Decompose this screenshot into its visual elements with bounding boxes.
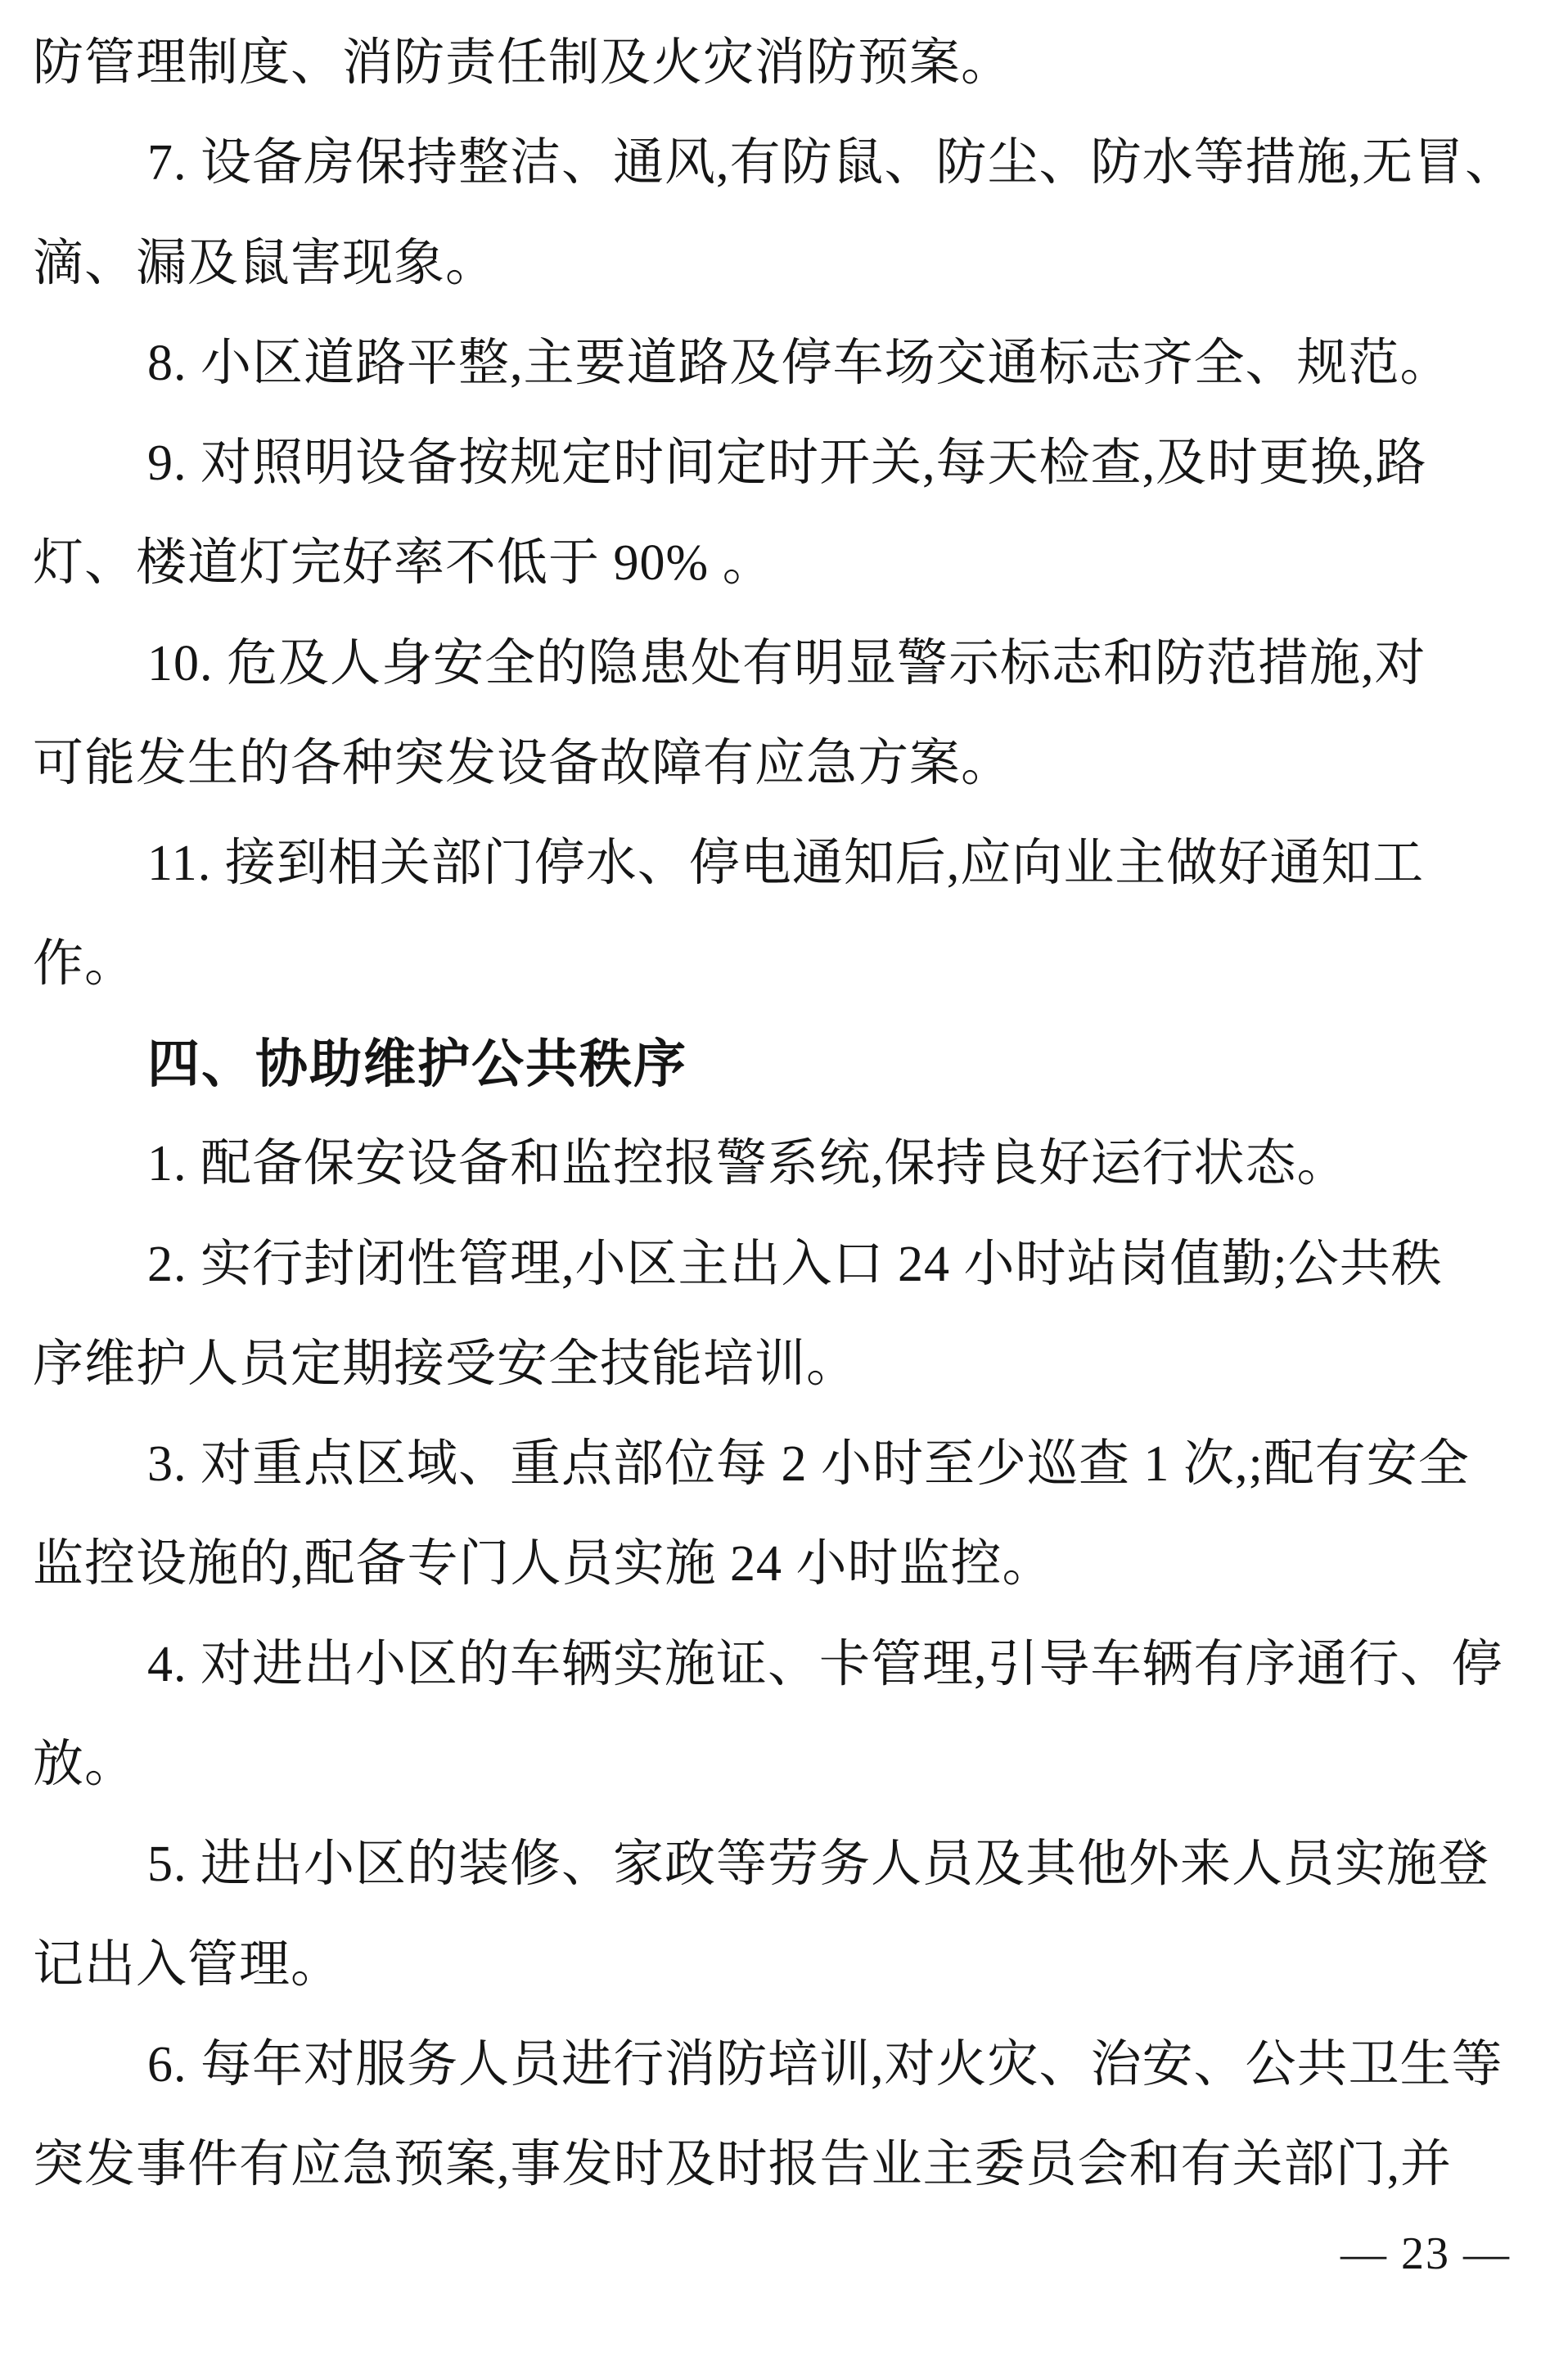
section-4-heading: 四、协助维护公共秩序 — [147, 1034, 687, 1093]
list-item-5: 5. 进出小区的装修、家政等劳务人员及其他外来人员实施登 — [147, 1836, 1490, 1893]
text-line-8: 可能发生的各种突发设备故障有应急方案。 — [33, 736, 1013, 792]
list-item-4: 4. 对进出小区的车辆实施证、卡管理,引导车辆有序通行、停 — [147, 1636, 1503, 1692]
list-item-1: 1. 配备保安设备和监控报警系统,保持良好运行状态。 — [147, 1136, 1349, 1192]
list-item-6: 6. 每年对服务人员进行消防培训,对火灾、治安、公共卫生等 — [147, 2036, 1503, 2093]
text-column — [33, 13, 1535, 2215]
page-number: — 23 — — [1340, 2228, 1511, 2279]
text-line-20: 记出入管理。 — [33, 1936, 343, 1993]
list-item-10: 10. 危及人身安全的隐患处有明显警示标志和防范措施,对 — [147, 635, 1426, 692]
text-line-22: 突发事件有应急预案,事发时及时报告业主委员会和有关部门,并 — [33, 2137, 1453, 2193]
text-line-18: 放。 — [33, 1737, 137, 1793]
text-line-14: 序维护人员定期接受安全技能培训。 — [33, 1336, 858, 1392]
list-item-8: 8. 小区道路平整,主要道路及停车场交通标志齐全、规范。 — [147, 335, 1452, 391]
text-line-6: 灯、楼道灯完好率不低于 90% 。 — [33, 535, 774, 592]
text-line-3: 滴、漏及鼠害现象。 — [33, 235, 498, 291]
list-item-3: 3. 对重点区域、重点部位每 2 小时至少巡查 1 次,;配有安全 — [147, 1436, 1470, 1493]
text-line-16: 监控设施的,配备专门人员实施 24 小时监控。 — [33, 1536, 1054, 1593]
text-line-1: 防管理制度、消防责任制及火灾消防预案。 — [33, 35, 1013, 91]
list-item-9: 9. 对照明设备按规定时间定时开关,每天检查,及时更换,路 — [147, 435, 1427, 492]
list-item-7: 7. 设备房保持整洁、通风,有防鼠、防尘、防水等措施,无冒、 — [147, 135, 1517, 191]
list-item-11: 11. 接到相关部门停水、停电通知后,应向业主做好通知工 — [147, 836, 1425, 892]
text-line-10: 作。 — [33, 935, 137, 992]
list-item-2: 2. 实行封闭性管理,小区主出入口 24 小时站岗值勤;公共秩 — [147, 1236, 1443, 1292]
